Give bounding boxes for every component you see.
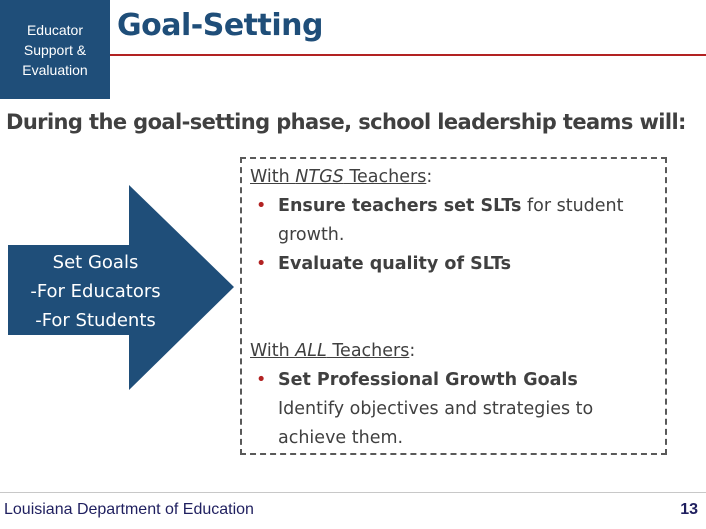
- logo-line-1: Educator: [26, 21, 84, 38]
- all-heading-suffix: Teachers: [326, 341, 410, 361]
- logo-line-3: Evaluation: [22, 61, 88, 78]
- ntgs-bullet-1-rest: for student growth.: [278, 196, 624, 245]
- ntgs-bullet-1: [250, 192, 660, 250]
- ntgs-heading-emphasis: NTGS: [295, 167, 344, 187]
- footer-divider: [0, 492, 706, 493]
- ntgs-bullet-1-bold: Ensure teachers set SLTs: [278, 196, 522, 216]
- page-number: 13: [680, 501, 698, 518]
- arrow-line-1: Set Goals: [52, 252, 139, 273]
- title-divider: [110, 54, 706, 56]
- all-bullet-1: [250, 366, 660, 395]
- footer-organization: Louisiana Department of Education: [4, 501, 254, 518]
- arrow-line-3: -For Students: [35, 310, 156, 331]
- logo-box: [0, 0, 110, 99]
- bullet-dot-icon: •: [256, 254, 267, 274]
- ntgs-bullet-2-bold: Evaluate quality of SLTs: [278, 254, 512, 274]
- ntgs-bullet-2: [250, 250, 660, 279]
- all-heading-emphasis: ALL: [295, 341, 327, 361]
- slide-subtitle: During the goal-setting phase, school leadership teams will:: [6, 110, 686, 134]
- ntgs-heading-colon: :: [426, 167, 433, 187]
- all-note: Identify objectives and strategies to achieve them.: [278, 399, 594, 448]
- bullet-dot-icon: •: [256, 196, 267, 216]
- all-heading-colon: :: [409, 341, 416, 361]
- arrow-line-2: -For Educators: [30, 281, 161, 302]
- arrow-label: [8, 248, 183, 335]
- slide-title: Goal-Setting: [117, 8, 323, 43]
- all-heading: [250, 337, 660, 366]
- all-heading-prefix: With: [250, 341, 296, 361]
- ntgs-heading-prefix: With: [250, 167, 296, 187]
- ntgs-heading-suffix: Teachers: [343, 167, 427, 187]
- content-text: [250, 163, 660, 453]
- ntgs-heading: [250, 163, 660, 192]
- bullet-dot-icon: •: [256, 370, 267, 390]
- all-bullet-1-bold: Set Professional Growth Goals: [278, 370, 578, 390]
- logo-line-2: Support &: [23, 41, 87, 58]
